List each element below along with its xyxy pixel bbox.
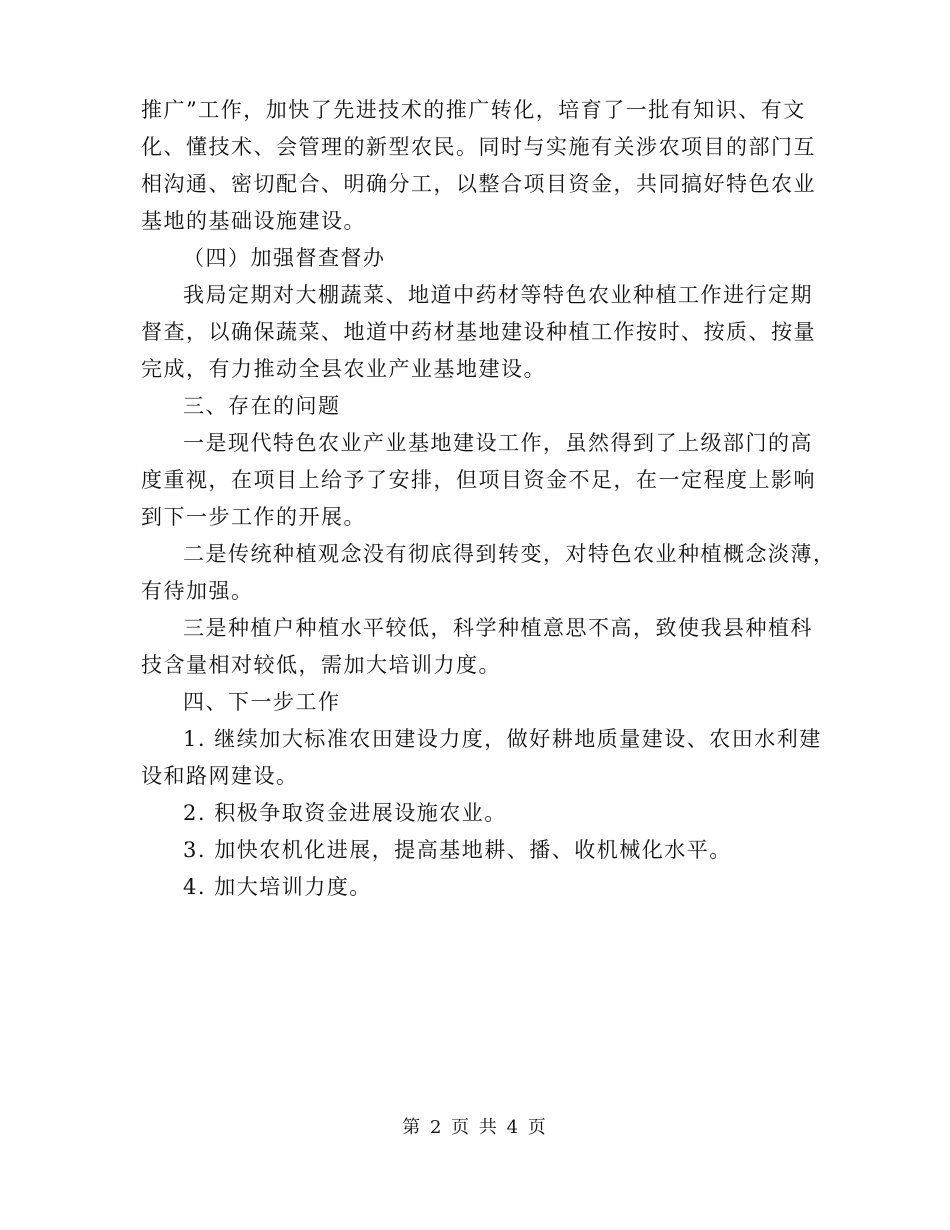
list-item-continuation: 设和路网建设。 [141,764,299,788]
paragraph-line: 我局定期对大棚蔬菜、地道中药材等特色农业种植工作进行定期 [183,283,813,307]
section-heading: 三、存在的问题 [183,394,341,418]
paragraph-line: 完成，有力推动全县农业产业基地建设。 [141,357,546,381]
paragraph-line: 有待加强。 [141,579,254,603]
paragraph-line: 相沟通、密切配合、明确分工，以整合项目资金，共同搞好特色农业 [141,172,816,196]
document-body [141,92,836,906]
section-heading: （四）加强督查督办 [183,246,386,270]
paragraph-line: 三是种植户种植水平较低，科学种植意思不高，致使我县种植科 [183,616,813,640]
paragraph-line: 技含量相对较低，需加大培训力度。 [141,653,501,677]
paragraph-line: 二是传统种植观念没有彻底得到转变，对特色农业种植概念淡薄， [183,542,836,566]
paragraph-line: 化、懂技术、会管理的新型农民。同时与实施有关涉农项目的部门互 [141,135,816,159]
paragraph-line: 督查，以确保蔬菜、地道中药材基地建设种植工作按时、按质、按量 [141,320,816,344]
list-item: 1. 继续加大标准农田建设力度，做好耕地质量建设、农田水利建 [183,727,822,751]
paragraph-line: 到下一步工作的开展。 [141,505,366,529]
page-footer: 第 2 页 共 4 页 [402,1117,548,1138]
paragraph-line: 推广”工作，加快了先进技术的推广转化，培育了一批有知识、有文 [141,98,806,122]
section-heading: 四、下一步工作 [183,690,341,714]
paragraph-line: 度重视，在项目上给予了安排，但项目资金不足，在一定程度上影响 [141,468,816,492]
paragraph-line: 基地的基础设施建设。 [141,209,366,233]
list-item: 3. 加快农机化进展，提高基地耕、播、收机械化水平。 [183,838,732,862]
paragraph-line: 一是现代特色农业产业基地建设工作，虽然得到了上级部门的高 [183,431,813,455]
list-item: 4. 加大培训力度。 [183,875,372,899]
list-item: 2. 积极争取资金进展设施农业。 [183,801,507,825]
